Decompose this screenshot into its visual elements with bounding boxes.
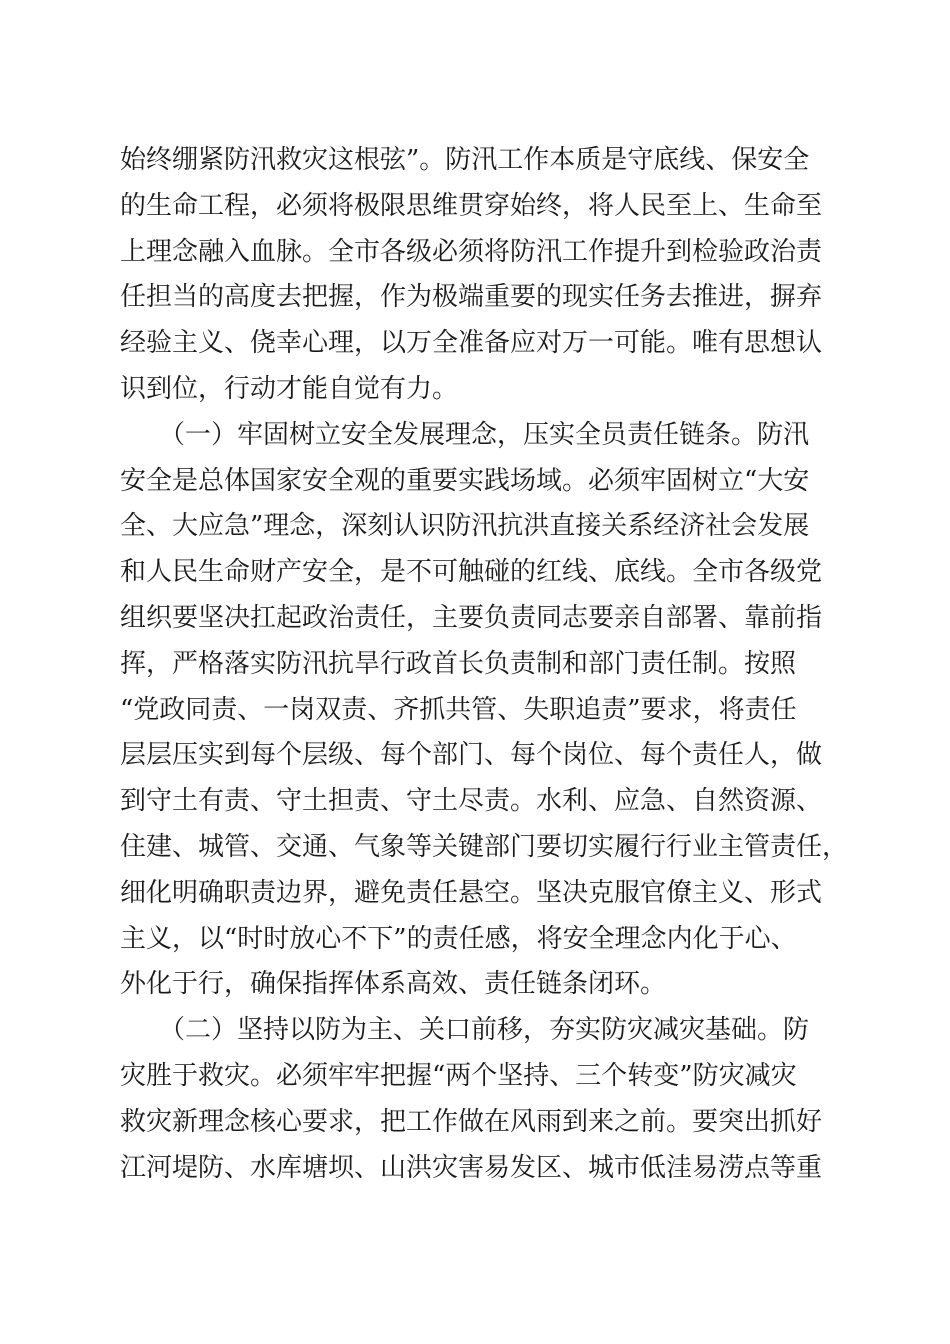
text-line: 细化明确职责边界，避免责任悬空。坚决克服官僚主义、形式	[120, 877, 823, 908]
text-line: 住建、城管、交通、气象等关键部门要切实履行行业主管责任，	[120, 831, 849, 862]
text-line: “党政同责、一岗双责、齐抓共管、失职追责”要求，将责任	[120, 694, 797, 725]
text-line: 到守土有责、守土担责、守土尽责。水利、应急、自然资源、	[120, 786, 823, 817]
text-line: 主义，以“时时放心不下”的责任感，将安全理念内化于心、	[120, 923, 797, 954]
text-line: （二）坚持以防为主、关口前移，夯实防灾减灾基础。防	[120, 1015, 810, 1046]
text-line: 任担当的高度去把握，作为极端重要的现实任务去推进，摒弃	[120, 282, 823, 313]
text-line: 经验主义、侥幸心理，以万全准备应对万一可能。唯有思想认	[120, 328, 823, 359]
text-line: 层层压实到每个层级、每个部门、每个岗位、每个责任人，做	[120, 740, 823, 771]
text-line: 救灾新理念核心要求，把工作做在风雨到来之前。要突出抓好	[120, 1106, 823, 1137]
text-line: 组织要坚决扛起政治责任，主要负责同志要亲自部署、靠前指	[120, 602, 823, 633]
text-line: 安全是总体国家安全观的重要实践场域。必须牢固树立“大安	[120, 465, 810, 496]
text-line: 上理念融入血脉。全市各级必须将防汛工作提升到检验政治责	[120, 236, 823, 267]
text-line: 挥，严格落实防汛抗旱行政首长负责制和部门责任制。按照	[120, 648, 797, 679]
text-line: 始终绷紧防汛救灾这根弦”。防汛工作本质是守底线、保安全	[120, 145, 810, 175]
body-text	[120, 138, 849, 1191]
text-line: 和人民生命财产安全，是不可触碰的红线、底线。全市各级党	[120, 557, 823, 588]
text-line: 的生命工程，必须将极限思维贯穿始终，将人民至上、生命至	[120, 190, 823, 221]
text-line: 识到位，行动才能自觉有力。	[120, 373, 459, 404]
text-line: 外化于行，确保指挥体系高效、责任链条闭环。	[120, 969, 667, 1000]
text-line: （一）牢固树立安全发展理念，压实全员责任链条。防汛	[120, 419, 810, 450]
text-line: 江河堤防、水库塘坝、山洪灾害易发区、城市低洼易涝点等重	[120, 1152, 823, 1183]
text-line: 全、大应急”理念，深刻认识防汛抗洪直接关系经济社会发展	[120, 511, 810, 542]
text-line: 灾胜于救灾。必须牢牢把握“两个坚持、三个转变”防灾减灾	[120, 1060, 797, 1091]
